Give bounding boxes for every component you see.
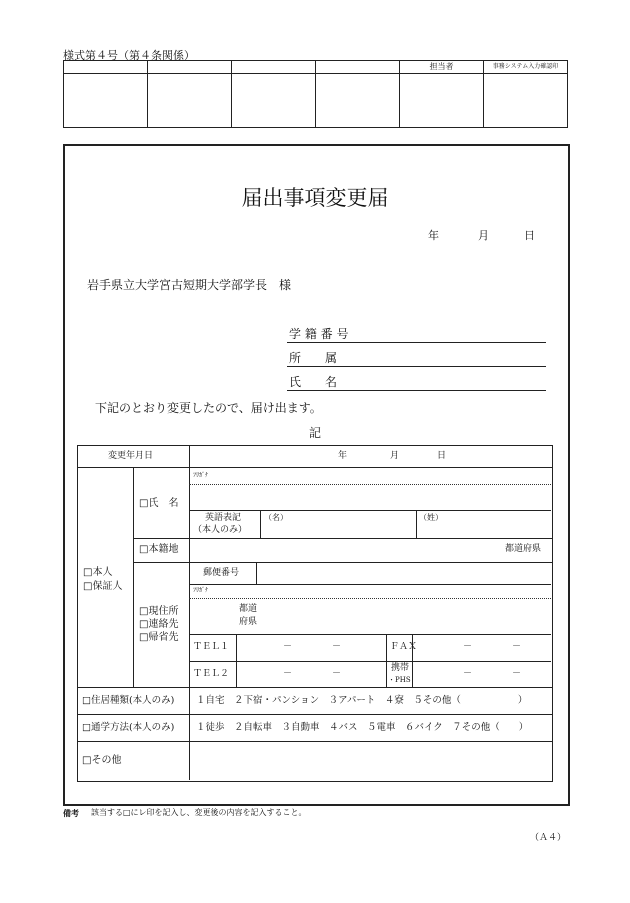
change-date-day: 日 xyxy=(437,451,447,461)
tel2-label: ＴＥＬ２ xyxy=(193,669,230,679)
student-number-label: 学 籍 番 号 xyxy=(289,327,349,341)
stamp-box[interactable] xyxy=(148,74,232,128)
honseki-suffix: 都道府県 xyxy=(505,544,542,554)
form-number: 様式第４号（第４条関係） xyxy=(63,49,195,62)
mobile-dash: － xyxy=(512,669,522,679)
todo-label: 都道 xyxy=(239,604,258,614)
fuken-label: 府県 xyxy=(239,617,258,627)
fax-dash: － xyxy=(463,642,473,652)
affiliation-label: 所 属 xyxy=(289,351,338,365)
change-date-label: 変更年月日 xyxy=(108,451,154,461)
note-text: 該当する□にレ印を記入し、変更後の内容を記入すること。 xyxy=(91,808,307,817)
stamp-table xyxy=(63,60,568,128)
form-title: 届出事項変更届 xyxy=(241,186,389,210)
cell-divider xyxy=(416,510,417,538)
checkbox-renrakusaki[interactable]: □連絡先 xyxy=(139,619,179,630)
stamp-box-tanto[interactable] xyxy=(400,74,484,128)
checkbox-hoshonin[interactable]: □保証人 xyxy=(83,581,123,592)
row-line xyxy=(77,714,552,715)
tel1-label: ＴＥＬ１ xyxy=(193,642,230,652)
date-month: 月 xyxy=(478,229,489,242)
checkbox-other[interactable]: □その他 xyxy=(82,755,122,766)
stamp-header-cell xyxy=(148,61,232,74)
cell-divider xyxy=(236,634,237,687)
tel2-dash: － xyxy=(332,669,342,679)
housing-options: １自宅 ２下宿・パンション ３アパート ４寮 ５その他（ ） xyxy=(196,695,528,706)
student-number-field[interactable] xyxy=(287,342,546,343)
checkbox-kiseisaki[interactable]: □帰省先 xyxy=(139,632,179,643)
stamp-header-jimu: 事務システム入力確認印 xyxy=(484,61,568,74)
name-field[interactable] xyxy=(287,390,546,391)
column-divider xyxy=(189,445,190,780)
stamp-header-cell xyxy=(316,61,400,74)
intro-text: 下記のとおり変更したので、届け出ます。 xyxy=(95,401,322,415)
given-name-label: （名） xyxy=(264,513,288,522)
row-line xyxy=(189,634,551,635)
name-label: 氏 名 xyxy=(289,375,338,389)
cell-divider xyxy=(260,510,261,538)
checkbox-honnin[interactable]: □本人 xyxy=(83,567,113,578)
furigana-divider xyxy=(189,598,551,599)
postal-code-label: 郵便番号 xyxy=(203,568,240,578)
stamp-box-jimu[interactable] xyxy=(484,74,568,128)
checkbox-housing[interactable]: □住居種類(本人のみ) xyxy=(82,695,175,706)
phs-label: ・PHS xyxy=(388,676,411,684)
row-line xyxy=(77,467,552,468)
address-furigana-label: ﾌﾘｶﾞﾅ xyxy=(193,587,209,594)
tel1-dash: － xyxy=(283,642,293,652)
change-date-month: 月 xyxy=(390,451,400,461)
cell-divider xyxy=(386,634,387,687)
tel2-dash: － xyxy=(283,669,293,679)
mobile-dash: － xyxy=(463,669,473,679)
other-field[interactable] xyxy=(190,742,550,779)
addressee: 岩手県立大学宮古短期大学部学長 様 xyxy=(87,278,292,292)
checkbox-commute[interactable]: □通学方法(本人のみ) xyxy=(82,722,175,733)
english-notation-note: （本人のみ） xyxy=(193,525,248,535)
english-notation-label: 英語表記 xyxy=(205,513,242,523)
note-label: 備考 xyxy=(63,808,79,818)
stamp-header-tanto: 担当者 xyxy=(400,61,484,74)
row-line xyxy=(133,562,552,563)
stamp-header-cell xyxy=(64,61,148,74)
family-name-label: （姓） xyxy=(419,513,443,522)
fax-label: ＦＡＸ xyxy=(390,642,418,652)
stamp-box[interactable] xyxy=(232,74,316,128)
stamp-box[interactable] xyxy=(64,74,148,128)
cell-divider xyxy=(256,562,257,584)
tel1-dash: － xyxy=(332,642,342,652)
commute-options: １徒歩 ２自転車 ３自動車 ４バス ５電車 ６バイク ７その他（ ） xyxy=(196,722,529,733)
date-day: 日 xyxy=(524,229,535,242)
checkbox-honseki[interactable]: □本籍地 xyxy=(139,544,179,555)
stamp-box[interactable] xyxy=(316,74,400,128)
furigana-divider xyxy=(189,484,551,485)
date-year: 年 xyxy=(428,229,439,242)
ki-label: 記 xyxy=(308,426,321,440)
name-furigana-label: ﾌﾘｶﾞﾅ xyxy=(193,472,209,479)
checkbox-genjusho[interactable]: □現住所 xyxy=(139,606,179,617)
subject-divider xyxy=(133,467,134,687)
checkbox-name[interactable]: □氏 名 xyxy=(139,498,179,509)
change-date-year: 年 xyxy=(338,451,348,461)
row-line xyxy=(189,584,551,585)
mobile-label: 携帯 xyxy=(391,663,410,673)
row-line xyxy=(77,687,552,688)
fax-dash: － xyxy=(512,642,522,652)
row-line xyxy=(133,538,552,539)
affiliation-field[interactable] xyxy=(287,366,546,367)
row-line xyxy=(189,510,551,511)
paper-size: （Ａ４） xyxy=(530,833,567,843)
row-line xyxy=(189,661,551,662)
stamp-header-cell xyxy=(232,61,316,74)
